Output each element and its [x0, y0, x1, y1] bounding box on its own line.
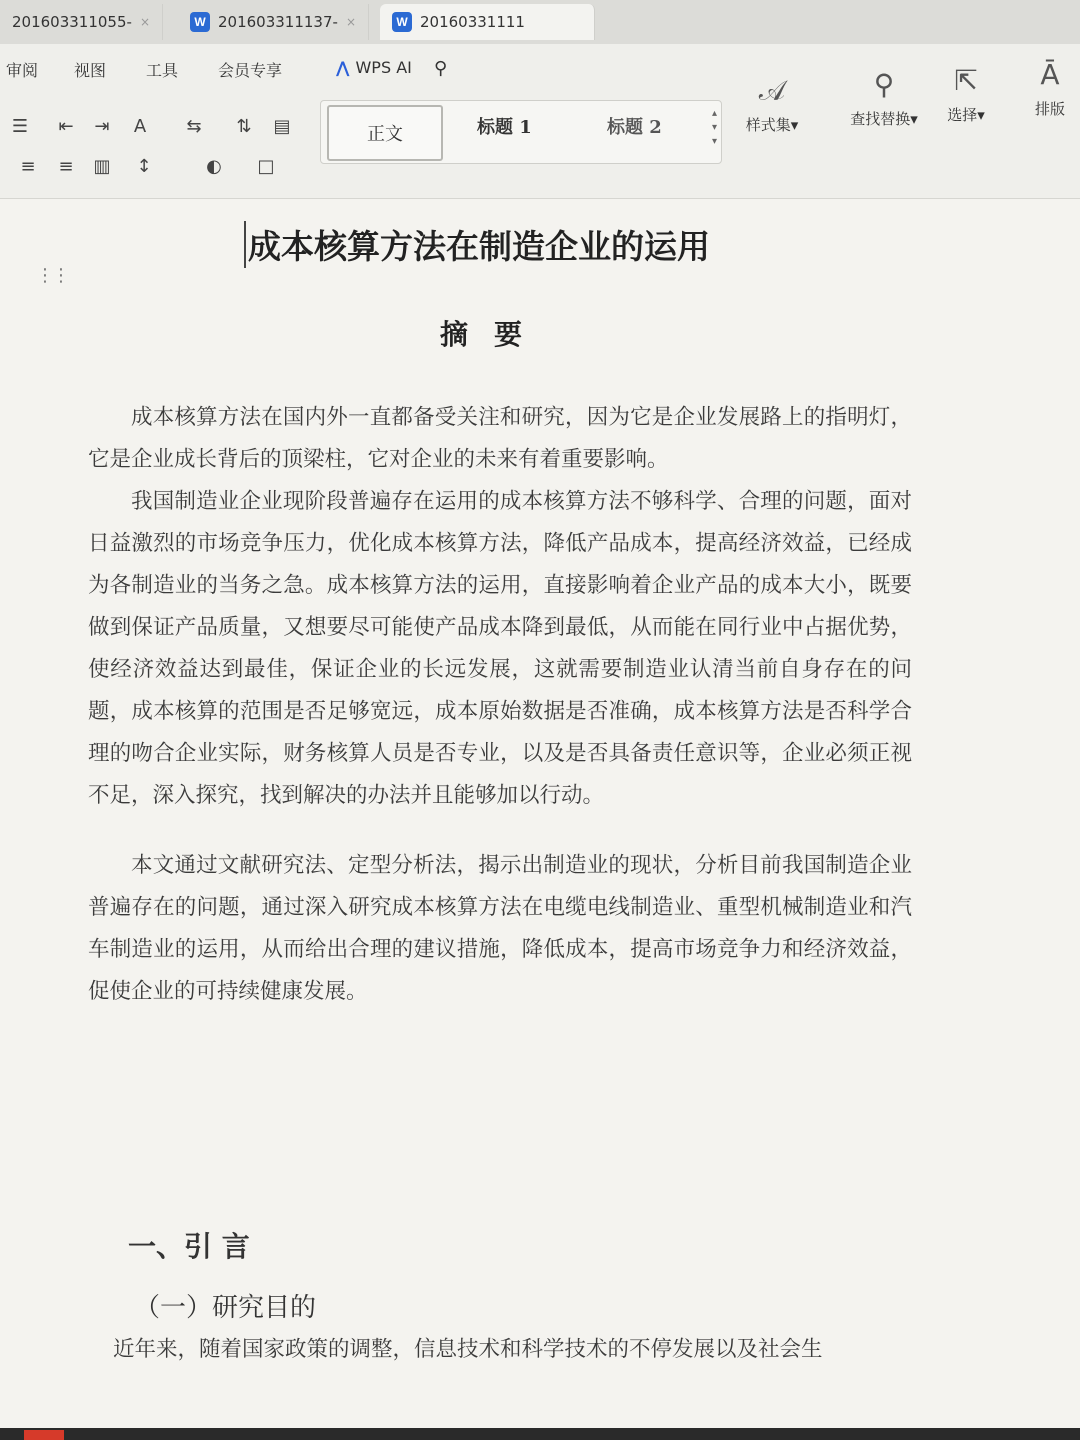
- tab-1-label: 201603311055-: [12, 13, 132, 31]
- text-direction-icon[interactable]: ⇆: [186, 116, 202, 137]
- intro-paragraph: 近年来，随着国家政策的调整，信息技术和科学技术的不停发展以及社会生: [113, 1337, 823, 1362]
- border-icon[interactable]: □: [257, 156, 275, 177]
- menu-review[interactable]: 审阅: [6, 61, 39, 80]
- increase-indent-icon[interactable]: ⇥: [94, 116, 110, 137]
- show-marks-icon[interactable]: ▤: [273, 116, 291, 137]
- style-gallery: [320, 100, 722, 164]
- document-page[interactable]: [0, 199, 1080, 1440]
- distribute-icon[interactable]: ▥: [93, 156, 111, 177]
- menu-member[interactable]: 会员专享: [218, 61, 283, 80]
- search-icon[interactable]: ⚲: [434, 58, 448, 79]
- sort-icon[interactable]: ⇅: [236, 116, 252, 137]
- taskbar: [0, 1428, 1080, 1440]
- style-normal-button[interactable]: 正文: [327, 105, 443, 161]
- line-spacing-icon[interactable]: ↕: [136, 156, 152, 177]
- writer-app-icon: W: [190, 12, 210, 32]
- find-icon: ⚲: [873, 68, 895, 101]
- menu-wps-ai[interactable]: [336, 58, 412, 77]
- abstract-heading: 摘要: [440, 318, 549, 351]
- document-tab-bar: [0, 0, 1080, 45]
- document-tab-2[interactable]: [178, 4, 369, 40]
- find-replace-button[interactable]: ⚲ 查找替换▾: [836, 68, 932, 129]
- abstract-paragraph-3: 本文通过文献研究法、定型分析法，揭示出制造业的现状，分析目前我国制造企业普遍存在的问题，通过深入研究成本核算方法在电缆电线制造业、重型机械制造业和汽车制造业的运用，从而给出合理的建议措施，降低成本，提高市场竞争力和经济效益，促使企业的可持续健康发展。: [88, 853, 912, 1004]
- wps-ai-label: WPS AI: [355, 58, 412, 77]
- document-title: 成本核算方法在制造企业的运用: [244, 221, 710, 268]
- writer-app-icon: W: [392, 12, 412, 32]
- document-tab-1[interactable]: [0, 4, 163, 40]
- select-arrow-icon: ⇱: [954, 64, 978, 97]
- gallery-scroll-icon[interactable]: ▴ ▾ ▾: [711, 108, 717, 147]
- chinese-layout-icon[interactable]: A: [133, 116, 147, 137]
- decrease-indent-icon[interactable]: ⇤: [58, 116, 74, 137]
- layout-button[interactable]: [1020, 58, 1080, 119]
- tab-2-label: 201603311137-: [218, 13, 338, 31]
- taskbar-app-icon[interactable]: [24, 1430, 64, 1440]
- find-replace-label: 查找替换: [850, 110, 911, 128]
- tab-3-label: 20160331111: [420, 13, 525, 31]
- drag-handle-icon[interactable]: ⋮⋮: [36, 265, 68, 286]
- subsection-heading-research-purpose: （一）研究目的: [134, 1293, 317, 1323]
- bullet-list-icon[interactable]: ☰: [11, 116, 29, 137]
- document-tab-3[interactable]: [380, 4, 595, 40]
- style-heading1-button[interactable]: 标题 1: [477, 117, 532, 138]
- menu-view[interactable]: 视图: [74, 61, 107, 80]
- style-heading2-button[interactable]: 标题 2: [607, 117, 662, 138]
- layout-label: 排版: [1034, 100, 1065, 118]
- abstract-paragraph-2: 我国制造业企业现阶段普遍存在运用的成本核算方法不够科学、合理的问题，面对日益激烈的市场竞争压力，优化成本核算方法，降低产品成本，提高经济效益，已经成为各制造业的当务之急。成本核算方法的运用，直接影响着企业产品的成本大小，既要做到保证产品质量，又想要尽可能使产品成本降到最低，从而能在同行业中占据优势，使经济效益达到最佳，保证企业的长远发展，这就需要制造业认清当前自身存在的问题，成本核算的范围是否足够宽远，成本原始数据是否准确，成本核算方法是否科学合理的吻合企业实际，财务核算人员是否专业，以及是否具备责任意识等，企业必须正视不足，深入探究，找到解决的办法并且能够加以行动。: [88, 489, 912, 808]
- menu-tools[interactable]: 工具: [146, 61, 179, 80]
- style-set-label: 样式集: [745, 116, 791, 134]
- close-icon[interactable]: ×: [139, 15, 150, 29]
- align-left-icon[interactable]: ≡: [20, 156, 36, 177]
- shading-icon[interactable]: ◐: [206, 156, 222, 177]
- layout-icon: Ā: [1040, 58, 1060, 91]
- select-button[interactable]: ⇱ 选择▾: [928, 64, 1004, 125]
- abstract-paragraph-1: 成本核算方法在国内外一直都备受关注和研究，因为它是企业发展路上的指明灯，它是企业成长背后的顶梁柱，它对企业的未来有着重要影响。: [88, 405, 912, 472]
- wps-ai-logo-icon: ⋀: [336, 58, 350, 77]
- align-center-icon[interactable]: ≡: [58, 156, 74, 177]
- style-set-icon: 𝒜: [758, 74, 786, 107]
- select-label: 选择: [947, 106, 978, 124]
- style-set-button[interactable]: 𝒜 样式集▾: [730, 74, 814, 135]
- close-icon[interactable]: ×: [345, 15, 356, 29]
- section-heading-introduction: 一、引 言: [128, 1230, 250, 1263]
